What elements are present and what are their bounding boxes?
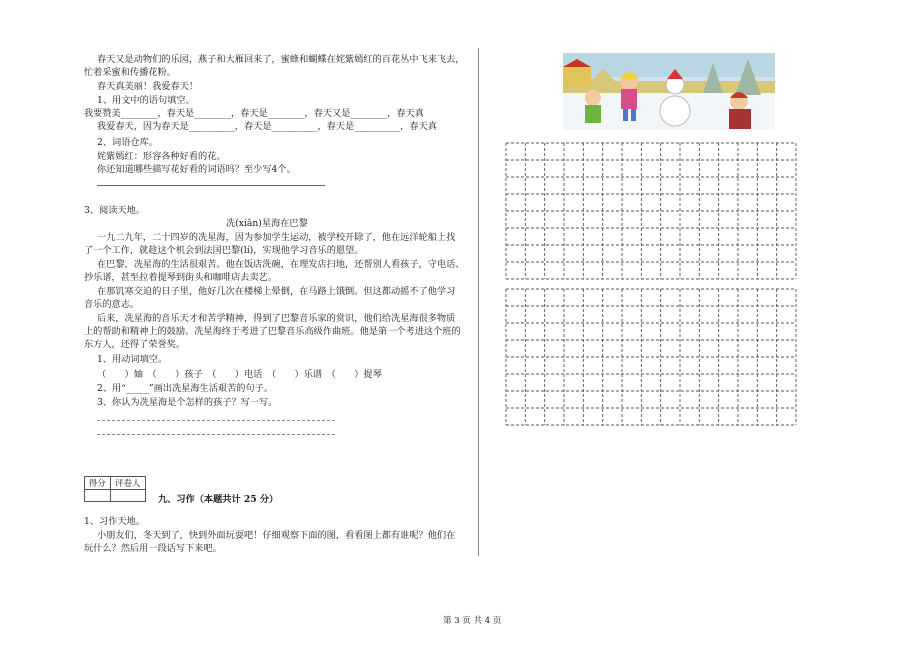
question-prompt: 你还知道哪些描写花好看的词语吗？至少写4个。 — [97, 164, 296, 175]
column-divider — [478, 48, 479, 556]
question: 2、用“_____”画出冼星海生活艰苦的句子。 — [97, 383, 274, 394]
question-1: 1、用文中的语句填空。 — [97, 95, 195, 106]
reading-line: 东方人，还得了荣誉奖。 — [84, 339, 186, 350]
reading-line: 抄乐谱，甚至拉着提琴到街头和咖啡店去卖艺。 — [84, 272, 277, 283]
writing-prompt-line: 小朋友们，冬天到了，快到外面玩耍吧！仔细观察下面的图，看看图上都有谁呢？他们在 — [97, 530, 456, 541]
question-2: 2、词语仓库。 — [97, 137, 158, 148]
answer-line[interactable] — [97, 434, 335, 435]
reading-line: 后来，冼星海的音乐天才和苦学精神，得到了巴黎音乐家的赏识，他们给冼星海很多物质 — [97, 313, 456, 324]
reading-line: 音乐的意志。 — [84, 299, 140, 310]
question: 1、用动词填空。 — [97, 354, 168, 365]
definition: 姹紫嫣红：形容各种好看的花。 — [97, 151, 226, 162]
answer-line[interactable] — [97, 420, 335, 421]
fill-blank-line[interactable]: （ ）妯 （ ）孩子 （ ）电话 （ ）乐谱 （ ）提琴 — [97, 369, 382, 380]
grader-label: 评卷人 — [110, 477, 145, 490]
paragraph-line: 春天真美丽！我爱春天！ — [97, 81, 199, 92]
answer-line[interactable] — [97, 185, 325, 186]
question: 3、你认为冼星海是个怎样的孩子？写一写。 — [97, 397, 278, 408]
grader-cell[interactable] — [110, 490, 145, 502]
reading-line: 一九二九年，二十四岁的冼星海，因为参加学生运动，被学校开除了，他在远洋轮船上找 — [97, 232, 456, 243]
reading-line: 在巴黎，冼星海的生活很艰苦。他在饭店洗碗，在理发店扫地，还帮别人看孩子，守电话、 — [97, 259, 465, 270]
reading-line: 在那饥寒交迫的日子里，他好几次在楼梯上晕倒，在马路上饿倒。但这都动摇不了他学习 — [97, 286, 456, 297]
fill-blank-line: 我要赞美________，春天是________，春天是________，春天又是________，春天真 — [84, 108, 424, 119]
section-heading: 3、阅读天地。 — [84, 205, 145, 216]
fill-blank-line: 我爱春天，因为春天是__________，春天是__________，春天是__________，春天真 — [97, 121, 437, 132]
winter-snowman-picture — [563, 53, 775, 130]
reading-title: 冼(xiǎn)星海在巴黎 — [226, 218, 308, 229]
section-9-heading: 九、习作（本题共计 25 分） — [158, 494, 279, 505]
score-cell[interactable] — [85, 490, 111, 502]
question: 1、习作天地。 — [84, 516, 145, 527]
paragraph-line: 春天又是动物们的乐园，燕子和大雁回来了，蜜蜂和蝴蝶在姹紫嫣红的百花丛中飞来飞去， — [97, 54, 465, 65]
paragraph-line: 忙着采蜜和传播花粉。 — [84, 67, 176, 78]
score-label: 得分 — [85, 477, 111, 490]
writing-prompt-line: 玩什么？然后用一段话写下来吧。 — [84, 543, 222, 554]
reading-line: 上的帮助和精神上的鼓励。冼星海终于考进了巴黎音乐高级作曲班。他是第一个考进这个班的 — [84, 326, 461, 337]
page-footer: 第 3 页 共 4 页 — [443, 616, 502, 626]
score-box — [84, 476, 146, 502]
reading-line: 了一个工作，就趁这个机会到法国巴黎(lí)，实现他学习音乐的愿望。 — [84, 245, 364, 256]
